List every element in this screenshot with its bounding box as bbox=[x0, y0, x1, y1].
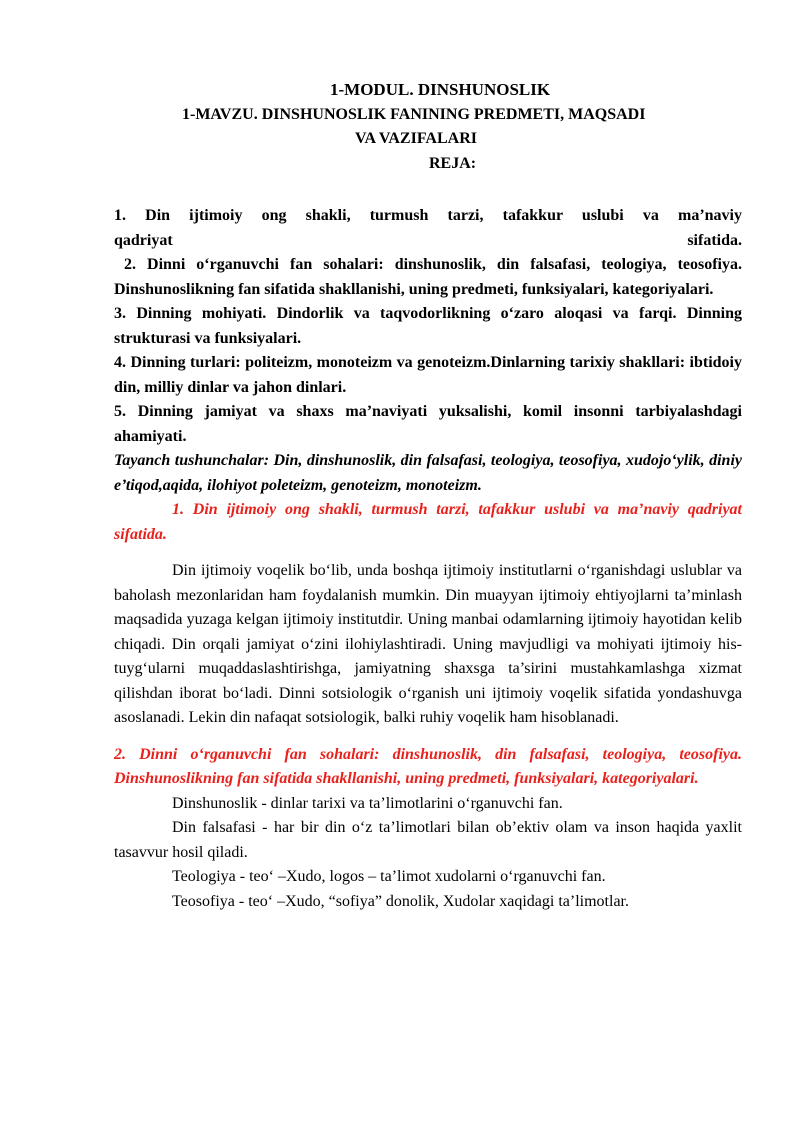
module-title-row bbox=[114, 78, 742, 103]
section-1-heading: 1. Din ijtimoiy ong shakli, turmush tarzi, tafakkur uslubi va ma’naviy qadriyat sifatida. bbox=[114, 501, 742, 543]
plan-item-1-left: qadriyat bbox=[114, 231, 173, 249]
plan-item-2: 2. Dinni o‘rganuvchi fan sohalari: dinshunoslik, din falsafasi, teologiya, teosofiya. Dinshunoslikning fan sifatida shakllanishi, uning predmeti, funksiyalari, kategoriyalari. bbox=[114, 256, 742, 298]
key-concepts: Tayanch tushunchalar: Din, dinshunoslik, din falsafasi, teologiya, teosofiya, xudojo‘ylik, diniy e’tiqod,aqida, ilohiyot poleteizm, genoteizm, monoteizm. bbox=[114, 452, 742, 494]
plan-item-1-right: sifatida. bbox=[687, 231, 742, 249]
plan-item-3: 3. Dinning mohiyati. Dindorlik va taqvodorlikning o‘zaro aloqasi va farqi. Dinning strukturasi va funksiyalari. bbox=[114, 305, 742, 347]
section-2-heading: 2. Dinni o‘rganuvchi fan sohalari: dinshunoslik, din falsafasi, teologiya, teosofiya. Dinshunoslikning fan sifatida shakllanishi, uning predmeti, funksiyalari, kategoriyalari. bbox=[114, 745, 742, 787]
definition-dinshunoslik: Dinshunoslik - dinlar tarixi va ta’limotlarini o‘rganuvchi fan. bbox=[172, 794, 563, 812]
plan-heading: REJA: bbox=[429, 154, 477, 172]
definition-teosofiya: Teosofiya - teo‘ –Xudo, “sofiya” donolik, Xudolar xaqidagi ta’limotlar. bbox=[172, 892, 629, 910]
definition-din-falsafasi: Din falsafasi - har bir din o‘z ta’limotlari bilan ob’ektiv olam va inson haqida yaxlit tasavvur hosil qiladi. bbox=[114, 819, 742, 861]
definition-teologiya: Teologiya - teo‘ –Xudo, logos – ta’limot xudolarni o‘rganuvchi fan. bbox=[172, 868, 606, 885]
section-1-paragraph: Din ijtimoiy voqelik bo‘lib, unda boshqa ijtimoiy institutlarni o‘rganishdagi uslublar va baholash mezonlaridan ham foydalanish mumkin. Din muayyan ijtimoiy ehtiyojlarni ta’minlash maqsadida yuzaga kelgan ijtimoiy institutdir. Uning manbai odamlarning ijtimoiy hayotidan kelib chiqadi. Din orqali jamiyat o‘zini ilohiylashtiradi. Uning mavjudligi va mohiyati ijtimoiy his-tuyg‘ularni muqaddaslashtirishga, jamiyatning shaxsga ta’sirini mustahkamlashga xizmat qilishdan iborat bo‘ladi. Dinni sotsiologik o‘rganish uni ijtimoiy voqelik sifatida yondashuvga asoslanadi. Lekin din nafaqat sotsiologik, balki ruhiy voqelik ham hisoblanadi. bbox=[114, 562, 742, 726]
plan-item-1-line-2 bbox=[114, 229, 742, 254]
document-page bbox=[114, 78, 742, 914]
plan-item-5: 5. Dinning jamiyat va shaxs ma’naviyati yuksalishi, komil insonni tarbiyalashdagi ahamiyati. bbox=[114, 403, 742, 445]
topic-title-line-2: VA VAZIFALARI bbox=[355, 130, 477, 147]
plan-item-1-line-1: 1. Din ijtimoiy ong shakli, turmush tarzi, tafakkur uslubi va ma’naviy bbox=[114, 207, 742, 224]
topic-title-line-1: 1-MAVZU. DINSHUNOSLIK FANINING PREDMETI, MAQSADI bbox=[182, 105, 646, 123]
module-title: 1-MODUL. DINSHUNOSLIK bbox=[330, 80, 551, 99]
plan-item-4: 4. Dinning turlari: politeizm, monoteizm va genoteizm.Dinlarning tarixiy shakllari: ibtidoiy din, milliy dinlar va jahon dinlari. bbox=[114, 354, 742, 396]
plan-heading-row bbox=[114, 152, 742, 177]
topic-title-row-2 bbox=[114, 127, 742, 152]
topic-title-row-1 bbox=[114, 103, 742, 128]
